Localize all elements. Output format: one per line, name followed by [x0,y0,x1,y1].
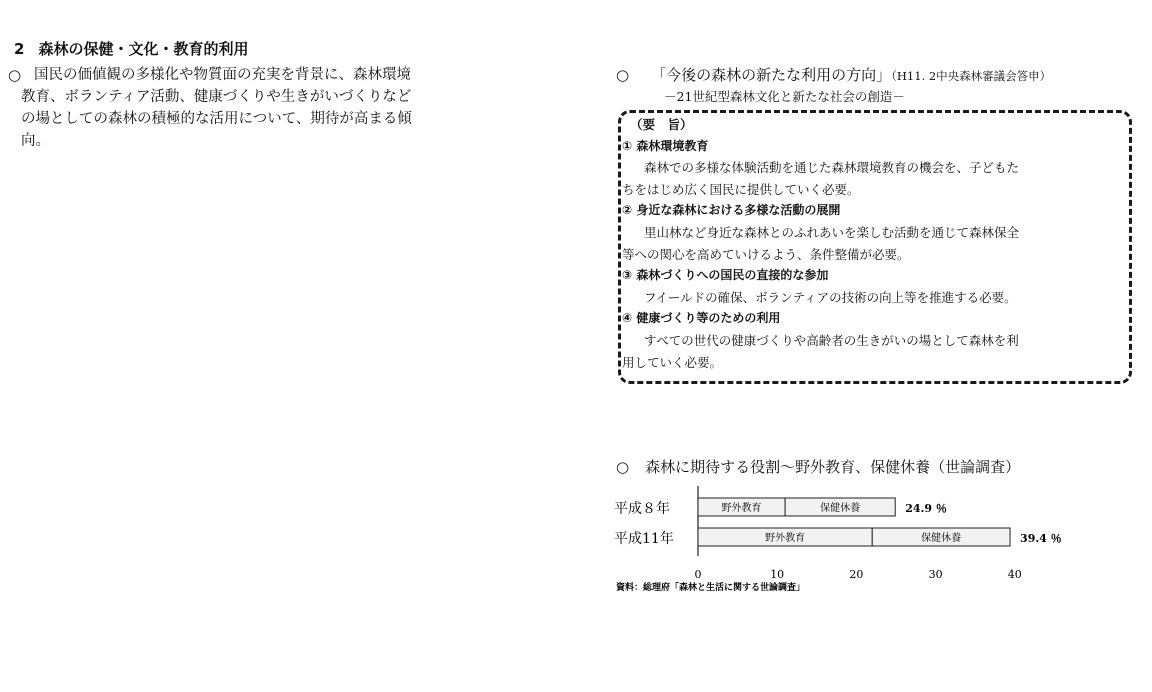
point-body-line: すべての世代の健康づくりや高齢者の生きがいの場として森林を利 [644,332,1019,348]
intro-line: 教育、ボランティア活動、健康づくりや生きがいづくりなど [21,89,412,105]
intro-paragraph [8,64,528,152]
intro-line: の場としての森林の積極的な活用について、期待が高まる傾 [21,111,412,127]
report-bullet-icon: ○ [616,66,630,84]
intro-line: 向。 [21,133,50,149]
chart-svg [610,486,1150,606]
x-tick-label: 10 [770,568,785,581]
summary-label: （要 旨） [630,117,693,132]
summary-content [622,114,1130,373]
segment-label: 野外教育 [765,533,806,544]
point-body-line: フイールドの確保、ボランティアの技術の向上等を推進する必要。 [644,289,1017,305]
chart-title: 森林に期待する役割～野外教育、保健休養（世論調査） [645,458,1021,476]
x-tick-label: 20 [849,568,864,581]
x-tick-label: 40 [1007,568,1022,581]
point-body-line: 森林での多様な体験活動を通じた森林環境教育の機会を、子どもた [644,160,1020,176]
point-heading: ④ 健康づくり等のための利用 [622,311,781,326]
survey-chart [610,486,1150,606]
report-subtitle: －21世紀型森林文化と新たな社会の創造－ [664,89,905,104]
report-title: 「今後の森林の新たな利用の方向」 [651,66,892,84]
section-title [14,38,248,59]
report-note: （H11. 2中央森林審議会答申） [891,69,1052,83]
category-label: 平成11年 [614,531,674,547]
section-title-text: 森林の保健・文化・教育的利用 [38,40,249,58]
point-body-line: ちをはじめ広く国民に提供していく必要。 [622,181,860,197]
category-label: 平成８年 [614,501,670,517]
intro-bullet-icon: ○ [8,66,22,84]
chart-bullet-icon: ○ [616,458,630,476]
point-heading: ① 森林環境教育 [622,138,709,153]
segment-label: 野外教育 [721,503,762,514]
chart-source: 資料：総理府「森林と生活に関する世論調査」 [616,583,806,593]
x-tick-label: 0 [694,568,702,581]
point-body-line: 用していく必要。 [622,354,723,370]
intro-line: 国民の価値観の多様化や物質面の充実を背景に、森林環境 [34,67,411,83]
segment-label: 保健休養 [921,533,962,544]
chart-heading [616,456,1020,477]
point-heading: ② 身近な森林における多様な活動の展開 [622,203,841,218]
total-label: 24.9 ％ [905,502,947,515]
section-number: 2 [14,40,25,58]
point-body-line: 里山林など身近な森林とのふれあいを楽しむ活動を通じて森林保全 [644,224,1020,240]
total-label: 39.4 ％ [1020,532,1062,545]
x-tick-label: 30 [928,568,943,581]
point-heading: ③ 森林づくりへの国民の直接的な参加 [622,268,829,283]
report-heading [616,64,1051,85]
point-body-line: 等への関心を高めていけるよう、条件整備が必要。 [622,246,910,262]
segment-label: 保健休養 [820,503,861,514]
